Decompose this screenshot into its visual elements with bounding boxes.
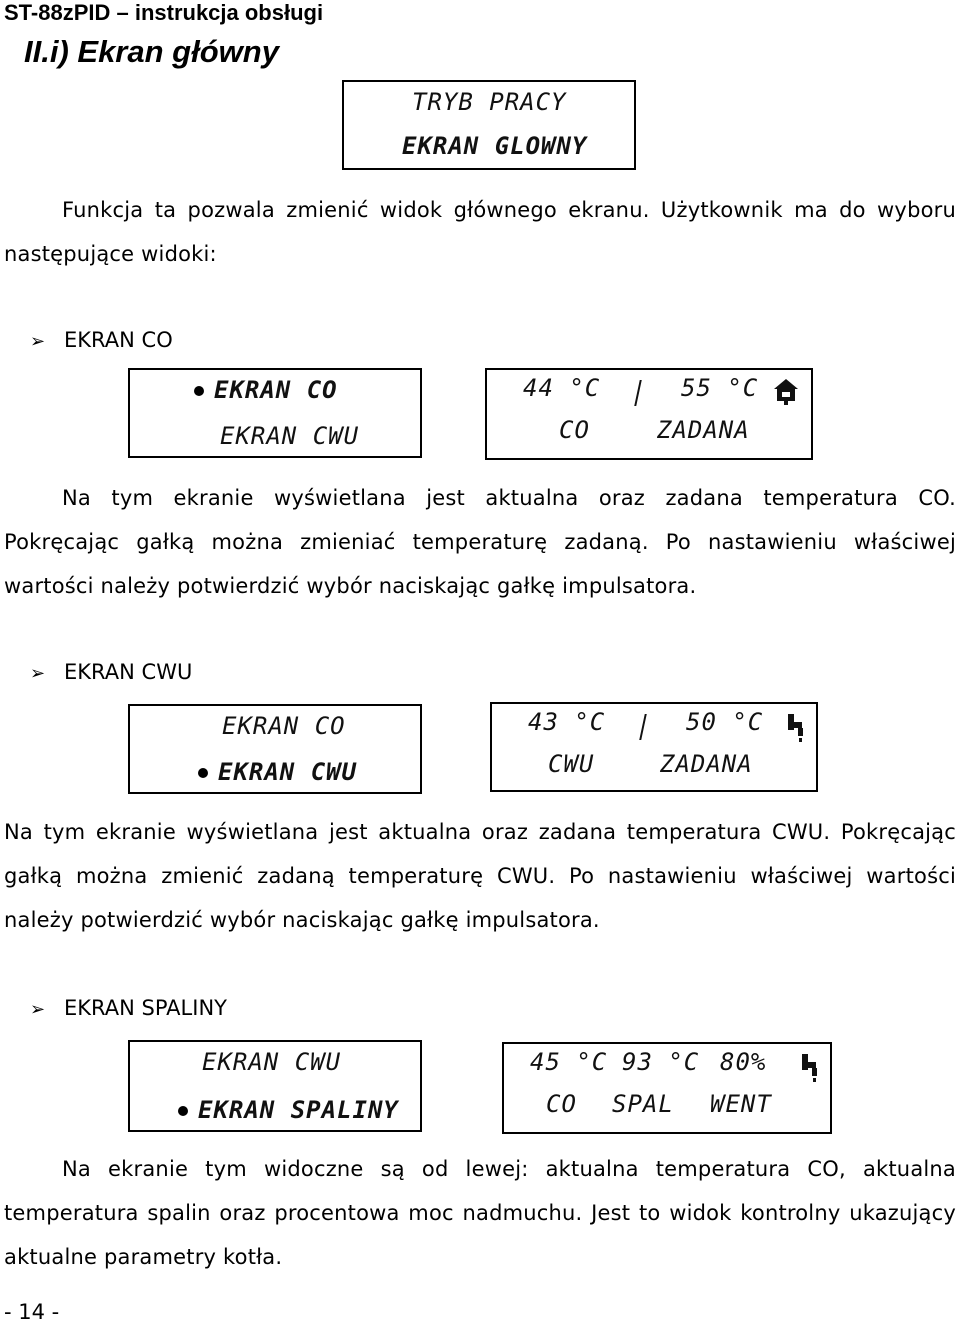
view-spaliny-label: EKRAN SPALINY [64,996,227,1020]
view-spaliny-label-2: SPAL [612,1090,674,1118]
view-cwu-description-text: Na tym ekranie wyświetlana jest aktualna oraz zadana temperatura CWU. Pokręcając gałką można zmienić zadaną temperaturę CWU. Po nastawieniu właściwej wartości należy potwierdzić wybór naciskając gałkę impulsatora. [4,820,956,932]
house-radiator-icon [773,378,799,406]
view-spaliny-label-3: WENT [710,1090,772,1118]
arrow-bullet-icon: ➢ [30,663,46,684]
selection-dot-icon [198,768,208,778]
view-spaliny-flue-temp: 93 °C [622,1048,700,1076]
view-spaliny-menu-item-selected: EKRAN SPALINY [178,1096,399,1124]
view-co-current-temp: 44 °C [523,374,601,402]
view-cwu-current-temp: 43 °C [528,708,606,736]
view-cwu-label-2: ZADANA [660,750,753,778]
view-spaliny-menu-box [128,1040,422,1132]
page-number: - 14 - [4,1300,60,1324]
view-co-separator [634,380,642,406]
view-cwu-display [490,702,818,792]
view-co-menu-item-selected: EKRAN CO [194,376,338,404]
menu-line-2: EKRAN GLOWNY [402,132,588,160]
view-cwu-menu-item-selected: EKRAN CWU [198,758,357,786]
view-co-description-text: Na tym ekranie wyświetlana jest aktualna oraz zadana temperatura CO. Pokręcając gałką można zmieniać temperaturę zadaną. Po nastawieniu właściwej wartości należy potwierdzić wybór naciskając gałkę impulsatora. [4,486,956,598]
view-spaliny-description [4,1147,956,1279]
view-co-description [4,476,956,608]
view-spaliny-co-temp: 45 °C [530,1048,608,1076]
view-cwu-separator [639,714,647,740]
view-spaliny-display [502,1042,832,1134]
view-spaliny-description-text: Na ekranie tym widoczne są od lewej: aktualna temperatura CO, aktualna temperatura spalin oraz procentowa moc nadmuchu. Jest to widok kontrolny ukazujący aktualne parametry kotła. [4,1157,956,1269]
view-cwu-menu-box [128,704,422,794]
tap-icon [800,1052,820,1084]
section-title: II.i) Ekran główny [24,34,279,69]
view-cwu-description [4,810,956,942]
view-spaliny-heading [30,996,227,1020]
view-cwu-label: EKRAN CWU [64,660,193,684]
menu-screen-box [342,80,636,170]
intro-text: Funkcja ta pozwala zmienić widok głównego ekranu. Użytkownik ma do wyboru następujące widoki: [4,198,956,266]
view-cwu-set-temp: 50 °C [686,708,764,736]
view-co-display [485,368,813,460]
view-spaliny-menu-item: EKRAN CWU [202,1048,342,1076]
intro-paragraph [4,188,956,276]
view-co-heading [30,328,173,352]
view-cwu-label-1: CWU [548,750,595,778]
view-spaliny-fan-power: 80% [720,1048,767,1076]
document-title: ST-88zPID – instrukcja obsługi [4,0,324,25]
menu-line-1: TRYB PRACY [412,88,567,116]
view-co-menu-item: EKRAN CWU [220,422,360,450]
view-spaliny-label-1: CO [546,1090,577,1118]
view-co-menu-box [128,368,422,458]
view-cwu-menu-item: EKRAN CO [222,712,346,740]
arrow-bullet-icon: ➢ [30,999,46,1020]
view-co-set-temp: 55 °C [681,374,759,402]
view-co-label-1: CO [559,416,590,444]
view-co-label: EKRAN CO [64,328,173,352]
tap-icon [786,712,806,744]
view-co-label-2: ZADANA [657,416,750,444]
arrow-bullet-icon: ➢ [30,331,46,352]
view-cwu-heading [30,660,192,684]
selection-dot-icon [194,386,204,396]
selection-dot-icon [178,1106,188,1116]
